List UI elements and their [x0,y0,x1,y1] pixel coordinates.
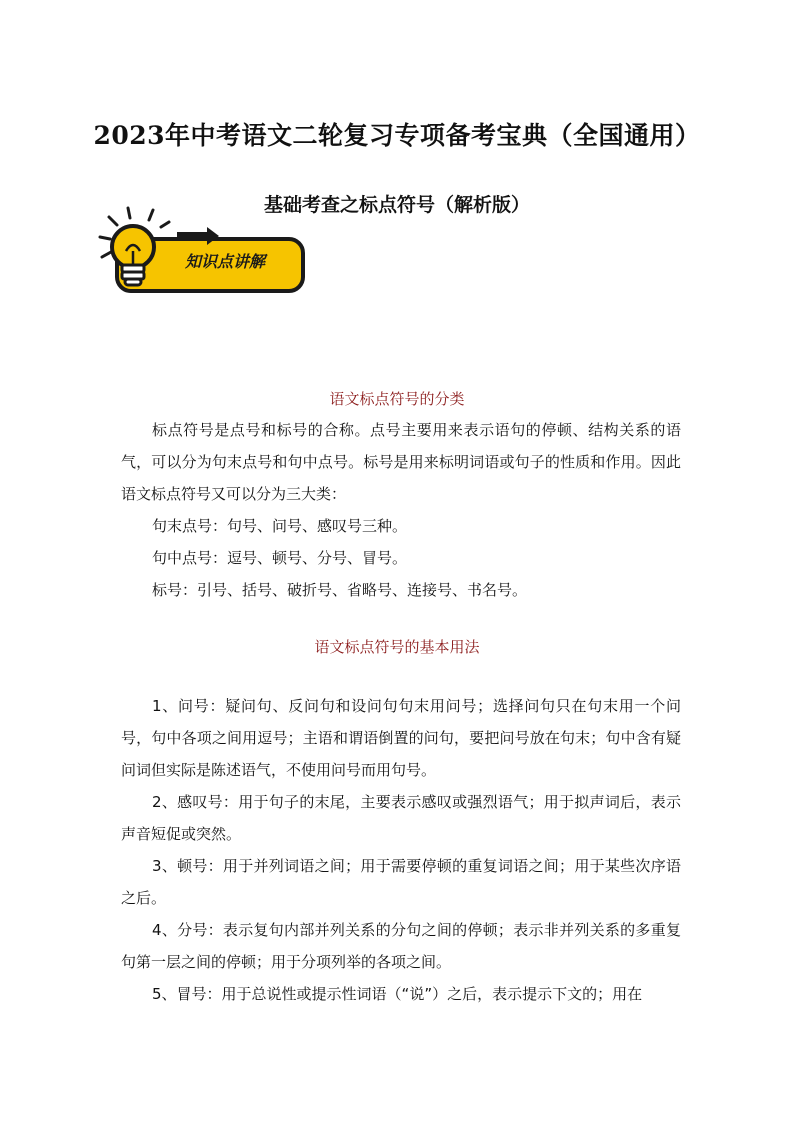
classification-intro: 标点符号是点号和标号的合称。点号主要用来表示语句的停顿、结构关系的语气，可以分为句末点号和句中点号。标号是用来标明词语或句子的性质和作用。因此语文标点符号又可以分为三大类： [121,421,681,503]
usage-item: 5、冒号：用于总说性或提示性词语（“说”）之后，表示提示下文的；用在 [152,985,643,1003]
lightbulb-icon [95,205,310,300]
section-heading-classification: 语文标点符号的分类 [329,390,465,408]
classification-line: 句中点号：逗号、顿号、分号、冒号。 [152,549,408,567]
knowledge-badge [95,205,310,300]
document-subtitle: 基础考查之标点符号（解析版） [263,194,530,216]
document-title: 2023年中考语文二轮复习专项备考宝典（全国通用） [93,121,701,150]
classification-line: 句末点号：句号、问号、感叹号三种。 [152,517,408,535]
classification-line: 标号：引号、括号、破折号、省略号、连接号、书名号。 [152,581,528,599]
usage-item: 4、分号：表示复句内部并列关系的分句之间的停顿；表示非并列关系的多重复句第一层之间的停顿；用于分项列举的各项之间。 [121,921,681,971]
usage-list [121,690,681,1010]
usage-item: 2、感叹号：用于句子的末尾，主要表示感叹或强烈语气；用于拟声词后，表示声音短促或突然。 [121,793,681,843]
badge-label: 知识点讲解 [184,252,266,271]
section-heading-usage: 语文标点符号的基本用法 [314,638,480,656]
usage-item: 1、问号：疑问句、反问句和设问句句末用问号；选择问句只在句末用一个问号，句中各项之间用逗号；主语和谓语倒置的问句，要把问号放在句末；句中含有疑问词但实际是陈述语气，不使用问号而用句号。 [121,697,681,779]
usage-item: 3、顿号：用于并列词语之间；用于需要停顿的重复词语之间；用于某些次序语之后。 [121,857,681,907]
